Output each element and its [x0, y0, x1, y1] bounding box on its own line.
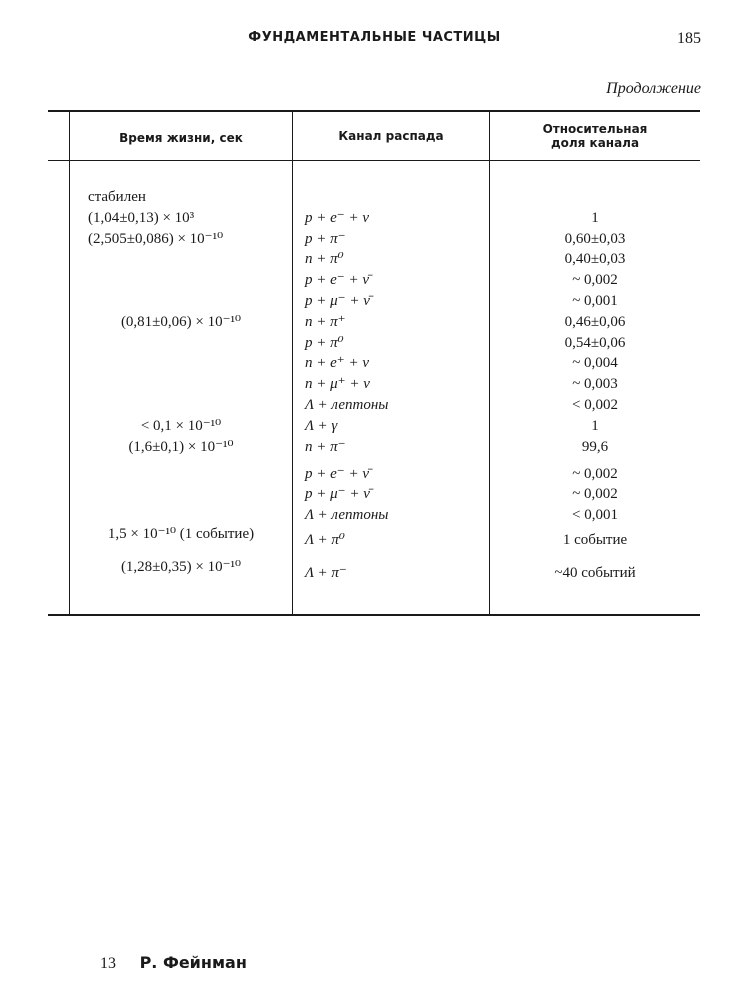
decay-channel-cell: p + e⁻ + ν̄	[305, 465, 369, 482]
decay-channel-cell: n + π⁰	[305, 251, 344, 268]
decay-channel-cell: Λ + лептоны	[305, 507, 389, 524]
branching-fraction-cell: 1	[591, 209, 599, 226]
branching-fraction-cell: 0,40±0,03	[564, 251, 626, 268]
column-header-fraction-line1: Относительная	[542, 122, 648, 136]
lifetime-cell: < 0,1 × 10⁻¹⁰	[140, 417, 222, 434]
decay-channel-cell: n + μ⁺ + ν	[305, 376, 370, 393]
lifetime-cell: 1,5 × 10⁻¹⁰ (1 событие)	[107, 525, 255, 542]
decay-channel-cell: n + π⁻	[305, 438, 346, 455]
branching-fraction-cell: ~40 событий	[554, 565, 636, 582]
column-header-lifetime: Время жизни, сек	[119, 131, 243, 145]
table-header-rule	[48, 160, 700, 161]
decay-channel-cell: n + e⁺ + ν	[305, 355, 369, 372]
branching-fraction-cell: < 0,002	[572, 397, 618, 413]
page-number: 185	[677, 30, 701, 47]
decay-channel-cell: p + μ⁻ + ν̄	[305, 486, 370, 503]
column-header-fraction	[490, 122, 700, 150]
decay-channel-cell: Λ + γ	[305, 417, 338, 434]
lifetime-cell: (1,28±0,35) × 10⁻¹⁰	[120, 559, 242, 576]
running-title: ФУНДАМЕНТАЛЬНЫЕ ЧАСТИЦЫ	[248, 30, 501, 45]
signature-number: 13	[100, 955, 116, 972]
branching-fraction-cell: ~ 0,002	[572, 465, 618, 482]
branching-fraction-cell: ~ 0,003	[572, 376, 618, 393]
lifetime-cell: (1,04±0,13) × 10³	[88, 209, 195, 226]
branching-fraction-cell: ~ 0,004	[572, 355, 618, 372]
table-top-rule	[48, 110, 700, 112]
lifetime-cell: стабилен	[88, 189, 146, 205]
branching-fraction-cell: ~ 0,002	[572, 272, 618, 289]
branching-fraction-cell: 1 событие	[562, 532, 628, 549]
branching-fraction-cell: 1	[591, 417, 599, 434]
decay-channel-cell: p + e⁻ + ν̄	[305, 272, 369, 289]
decay-channel-cell: Λ + π⁻	[305, 565, 347, 582]
lifetime-cell: (0,81±0,06) × 10⁻¹⁰	[120, 313, 242, 330]
decay-channel-cell: p + μ⁻ + ν̄	[305, 293, 370, 309]
lifetime-cell: (2,505±0,086) × 10⁻¹⁰	[88, 230, 224, 247]
decay-channel-cell: Λ + лептоны	[305, 397, 389, 413]
decay-channel-cell: p + e⁻ + ν	[305, 209, 369, 226]
branching-fraction-cell: ~ 0,002	[572, 486, 618, 503]
table-bottom-rule	[48, 614, 700, 616]
decay-channel-cell: p + π⁰	[305, 334, 344, 351]
continuation-label: Продолжение	[606, 80, 701, 97]
lifetime-cell: (1,6±0,1) × 10⁻¹⁰	[128, 438, 234, 455]
branching-fraction-cell: < 0,001	[572, 507, 618, 524]
branching-fraction-cell: 0,46±0,06	[564, 313, 626, 330]
branching-fraction-cell: ~ 0,001	[572, 293, 618, 309]
decay-channel-cell: n + π⁺	[305, 313, 346, 330]
branching-fraction-cell: 99,6	[581, 438, 609, 455]
decay-channel-cell: p + π⁻	[305, 230, 346, 247]
branching-fraction-cell: 0,54±0,06	[564, 334, 626, 351]
branching-fraction-cell: 0,60±0,03	[564, 230, 626, 247]
author-name: Р. Фейнман	[139, 953, 247, 972]
footer	[100, 953, 247, 973]
decay-channel-cell: Λ + π⁰	[305, 532, 345, 549]
column-header-channel: Канал распада	[338, 129, 444, 143]
column-header-fraction-line2: доля канала	[550, 136, 640, 150]
